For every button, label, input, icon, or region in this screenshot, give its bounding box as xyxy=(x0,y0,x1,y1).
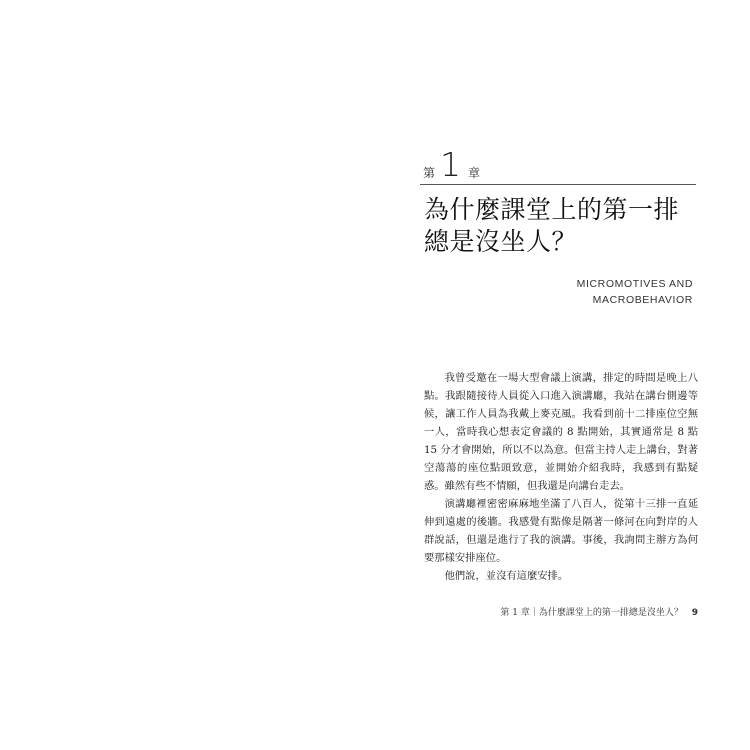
chapter-prefix: 第 xyxy=(423,166,436,180)
chapter-subtitle xyxy=(577,276,693,308)
chapter-title-line-1: 為什麼課堂上的第一排 xyxy=(424,195,680,224)
chapter-title-line-2: 總是沒坐人？ xyxy=(424,227,578,256)
subtitle-line-2: MACROBEHAVIOR xyxy=(592,294,693,306)
chapter-heading xyxy=(420,145,696,184)
running-head: 第 1 章｜為什麼課堂上的第一排總是沒坐人？ xyxy=(500,608,683,618)
paragraph: 他們說，並沒有這麼安排。 xyxy=(444,570,569,582)
paragraph: 演講廳裡密密麻麻地坐滿了八百人，從第十三排一直延伸到遠處的後牆。我感覺有點像是隔著一條河在向對岸的人群說話，但還是進行了我的演講。事後，我詢問主辦方為何要那樣安排座位。 xyxy=(424,498,698,564)
subtitle-line-1: MICROMOTIVES AND xyxy=(576,278,693,290)
paragraph: 我曾受邀在一場大型會議上演講，排定的時間是晚上八點。我跟隨接待人員從入口進入演講廳，我站在講台側邊等候，讓工作人員為我戴上麥克風。我看到前十二排座位空無一人，當時我心想表定會議的 8 點開始，其實通常是 8 點 15 分才會開始，所以不以為意。但當主持人走上講台，對著空蕩蕩的座位點頭致意，並開始介紹我時，我感到有點疑惑。雖然有些不情願，但我還是向講台走去。 xyxy=(424,372,698,492)
chapter-title xyxy=(424,194,700,258)
body-text xyxy=(424,369,698,585)
chapter-number: 1 xyxy=(440,145,461,184)
chapter-divider xyxy=(420,184,696,185)
page-footer xyxy=(500,605,698,618)
chapter-suffix: 章 xyxy=(468,166,481,180)
page-number: 9 xyxy=(691,608,698,618)
